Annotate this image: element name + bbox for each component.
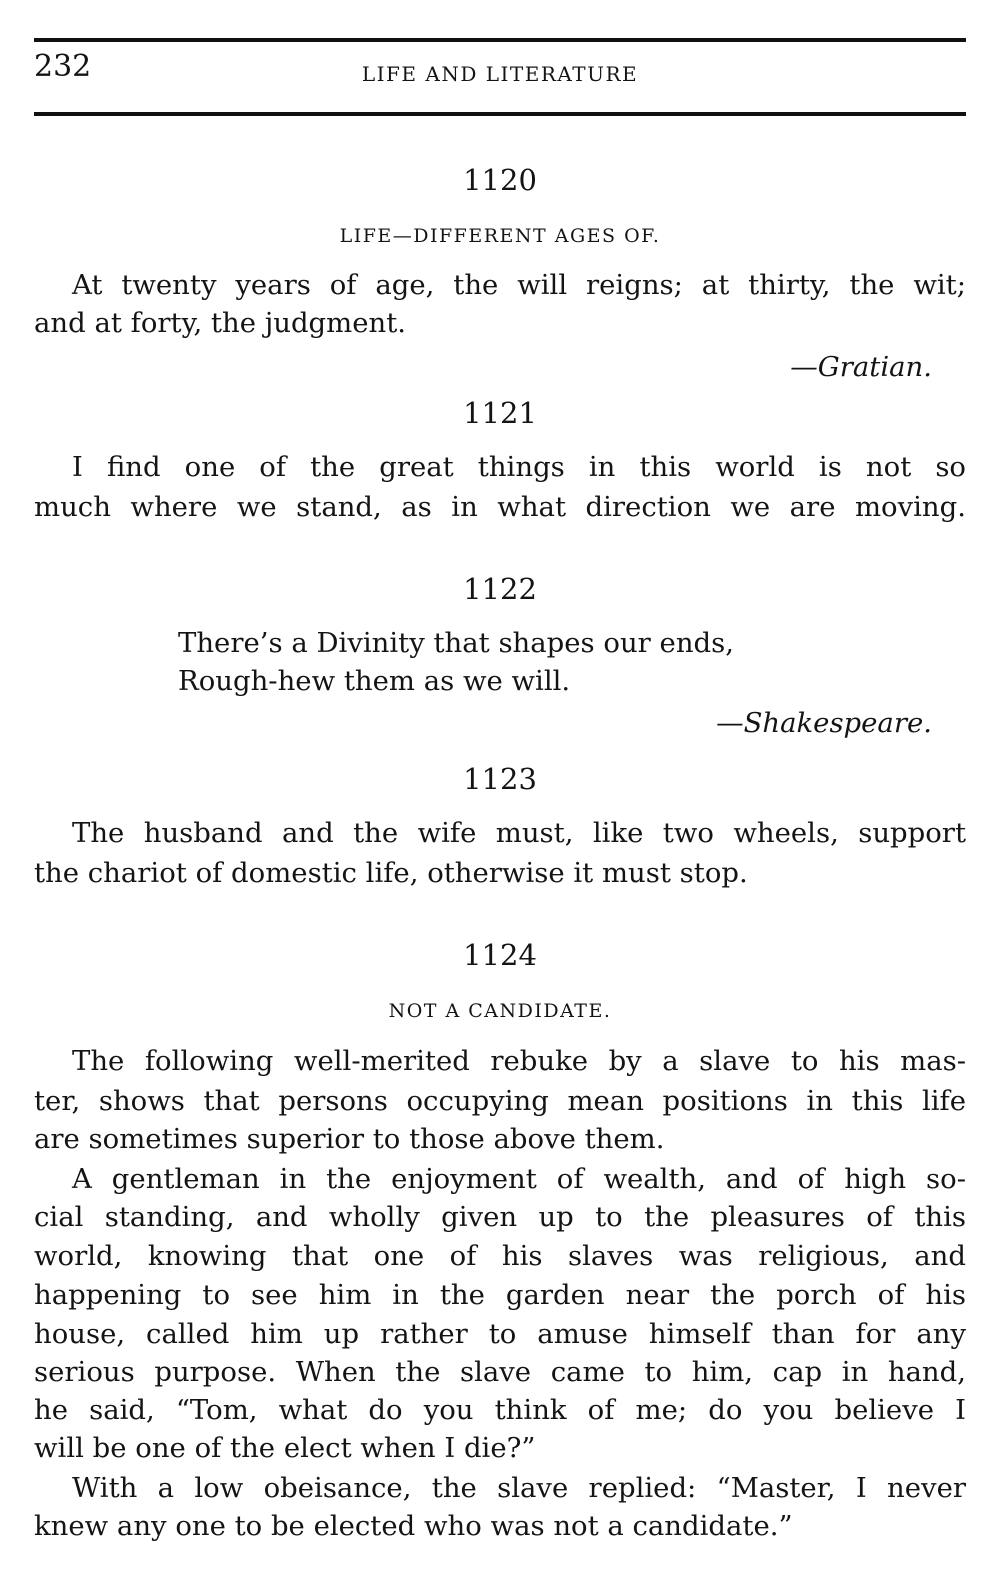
text-line: The following well-merited rebuke by a slave to his mas- bbox=[72, 1045, 966, 1077]
text-line: With a low obeisance, the slave replied: “Master, I never bbox=[72, 1472, 966, 1504]
text-line: ter, shows that persons occupying mean positions in this life bbox=[34, 1085, 966, 1117]
book-page bbox=[34, 0, 966, 1570]
text-line: I find one of the great things in this world is not so bbox=[72, 451, 966, 483]
verse-line: Rough-hew them as we will. bbox=[178, 665, 571, 697]
verse-line: There’s a Divinity that shapes our ends, bbox=[178, 627, 734, 659]
entry-number: 1124 bbox=[463, 938, 537, 972]
attribution: —Shakespeare. bbox=[716, 707, 932, 739]
entry-number: 1122 bbox=[463, 572, 537, 606]
running-title: LIFE AND LITERATURE bbox=[361, 62, 639, 86]
text-line: knew any one to be elected who was not a candidate.” bbox=[34, 1510, 793, 1542]
text-line: cial standing, and wholly given up to the pleasures of this bbox=[34, 1201, 966, 1233]
text-line: At twenty years of age, the will reigns; at thirty, the wit; bbox=[72, 269, 966, 301]
text-line: much where we stand, as in what direction we are moving. bbox=[34, 491, 966, 523]
entry-number: 1121 bbox=[463, 396, 537, 430]
text-line: he said, “Tom, what do you think of me; do you believe I bbox=[34, 1394, 966, 1426]
text-line: The husband and the wife must, like two wheels, support bbox=[72, 817, 966, 849]
entry-number: 1123 bbox=[463, 762, 537, 796]
attribution: —Gratian. bbox=[790, 351, 932, 383]
page-header bbox=[34, 38, 966, 116]
page-number: 232 bbox=[34, 49, 92, 84]
entry-number: 1120 bbox=[463, 163, 537, 197]
text-line: and at forty, the judgment. bbox=[34, 307, 407, 339]
entry-caption: NOT A CANDIDATE. bbox=[388, 1000, 612, 1022]
text-line: are sometimes superior to those above them. bbox=[34, 1123, 665, 1155]
text-line: will be one of the elect when I die?” bbox=[34, 1432, 536, 1464]
text-line: world, knowing that one of his slaves was religious, and bbox=[34, 1240, 966, 1272]
text-line: house, called him up rather to amuse himself than for any bbox=[34, 1318, 966, 1350]
text-line: happening to see him in the garden near the porch of his bbox=[34, 1279, 966, 1311]
text-line: A gentleman in the enjoyment of wealth, and of high so- bbox=[72, 1163, 966, 1195]
entry-caption: LIFE—DIFFERENT AGES OF. bbox=[339, 225, 661, 247]
text-line: serious purpose. When the slave came to him, cap in hand, bbox=[34, 1356, 966, 1388]
text-line: the chariot of domestic life, otherwise it must stop. bbox=[34, 857, 748, 889]
